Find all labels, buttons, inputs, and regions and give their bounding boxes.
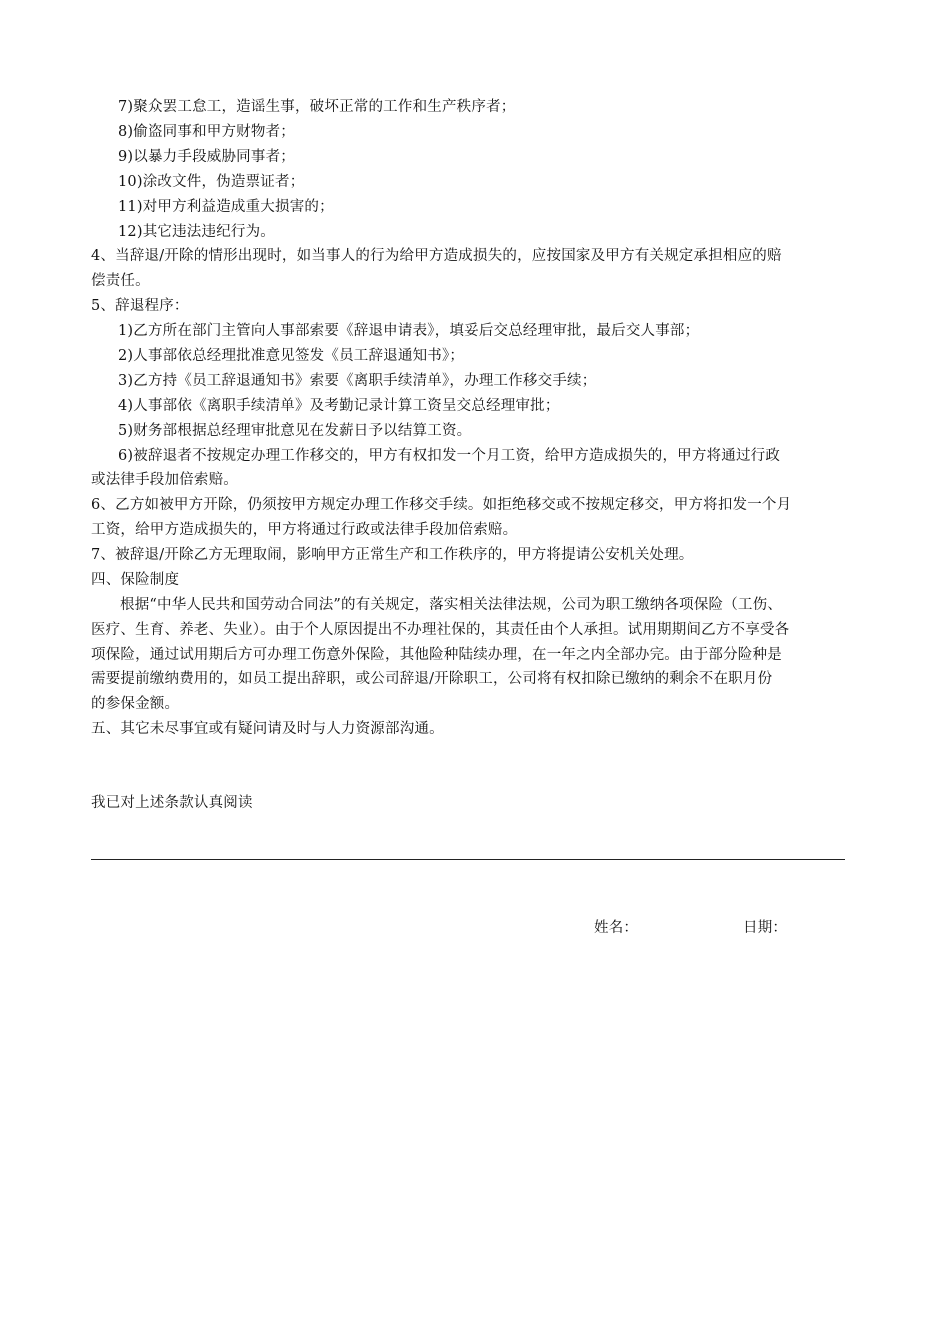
acknowledgement-statement: 我已对上述条款认真阅读 <box>91 795 253 811</box>
clause-8: 8)偷盗同事和甲方财物者； <box>118 124 295 140</box>
insurance-paragraph-line-3: 项保险，通过试用期后方可办理工伤意外保险，其他险种陆续办理，在一年之内全部办完。由于部分险种是 <box>91 647 782 663</box>
clause-7: 7)聚众罢工怠工，造谣生事，破坏正常的工作和生产秩序者； <box>118 99 516 115</box>
clause-12: 12)其它违法违纪行为。 <box>118 224 276 240</box>
procedure-5: 5)财务部根据总经理审批意见在发薪日予以结算工资。 <box>118 423 472 439</box>
section-5-heading: 5、辞退程序： <box>91 298 189 314</box>
date-label: 日期： <box>743 920 788 936</box>
procedure-6-line-1: 6)被辞退者不按规定办理工作移交的，甲方有权扣发一个月工资，给甲方造成损失的，甲方将通过行政 <box>118 448 781 464</box>
signature-line <box>91 859 845 860</box>
clause-9: 9)以暴力手段威胁同事者； <box>118 149 295 165</box>
section-five: 五、其它未尽事宜或有疑问请及时与人力资源部沟通。 <box>91 721 444 737</box>
procedure-2: 2)人事部依总经理批准意见签发《员工辞退通知书》； <box>118 348 465 364</box>
insurance-paragraph-line-2: 医疗、生育、养老、失业）。由于个人原因提出不办理社保的，其责任由个人承担。试用期期间乙方不享受各 <box>91 622 790 638</box>
insurance-paragraph-line-4: 需要提前缴纳费用的，如员工提出辞职，或公司辞退/开除职工，公司将有权扣除已缴纳的剩余不在职月份 <box>91 671 773 687</box>
name-label: 姓名： <box>594 920 639 936</box>
insurance-paragraph-line-5: 的参保金额。 <box>91 696 180 712</box>
clause-10: 10)涂改文件，伪造票证者； <box>118 174 305 190</box>
section-6-line-1: 6、乙方如被甲方开除，仍须按甲方规定办理工作移交手续。如拒绝移交或不按规定移交，甲方将扣发一个月 <box>91 497 792 513</box>
procedure-6-line-2: 或法律手段加倍索赔。 <box>91 472 238 488</box>
insurance-heading: 四、保险制度 <box>91 572 180 588</box>
procedure-3: 3)乙方持《员工辞退通知书》索要《离职手续清单》，办理工作移交手续； <box>118 373 597 389</box>
section-4-line-1: 4、当辞退/开除的情形出现时，如当事人的行为给甲方造成损失的，应按国家及甲方有关规定承担相应的赔 <box>91 248 782 264</box>
procedure-4: 4)人事部依《离职手续清单》及考勤记录计算工资呈交总经理审批； <box>118 398 560 414</box>
insurance-paragraph-line-1: 根据“中华人民共和国劳动合同法”的有关规定，落实相关法律法规，公司为职工缴纳各项保险（工伤、 <box>120 597 783 613</box>
section-7: 7、被辞退/开除乙方无理取闹，影响甲方正常生产和工作秩序的，甲方将提请公安机关处理。 <box>91 547 694 563</box>
procedure-1: 1)乙方所在部门主管向人事部索要《辞退申请表》，填妥后交总经理审批，最后交人事部； <box>118 323 700 339</box>
clause-11: 11)对甲方利益造成重大损害的； <box>118 199 334 215</box>
section-4-line-2: 偿责任。 <box>91 273 150 289</box>
section-6-line-2: 工资，给甲方造成损失的，甲方将通过行政或法律手段加倍索赔。 <box>91 522 518 538</box>
